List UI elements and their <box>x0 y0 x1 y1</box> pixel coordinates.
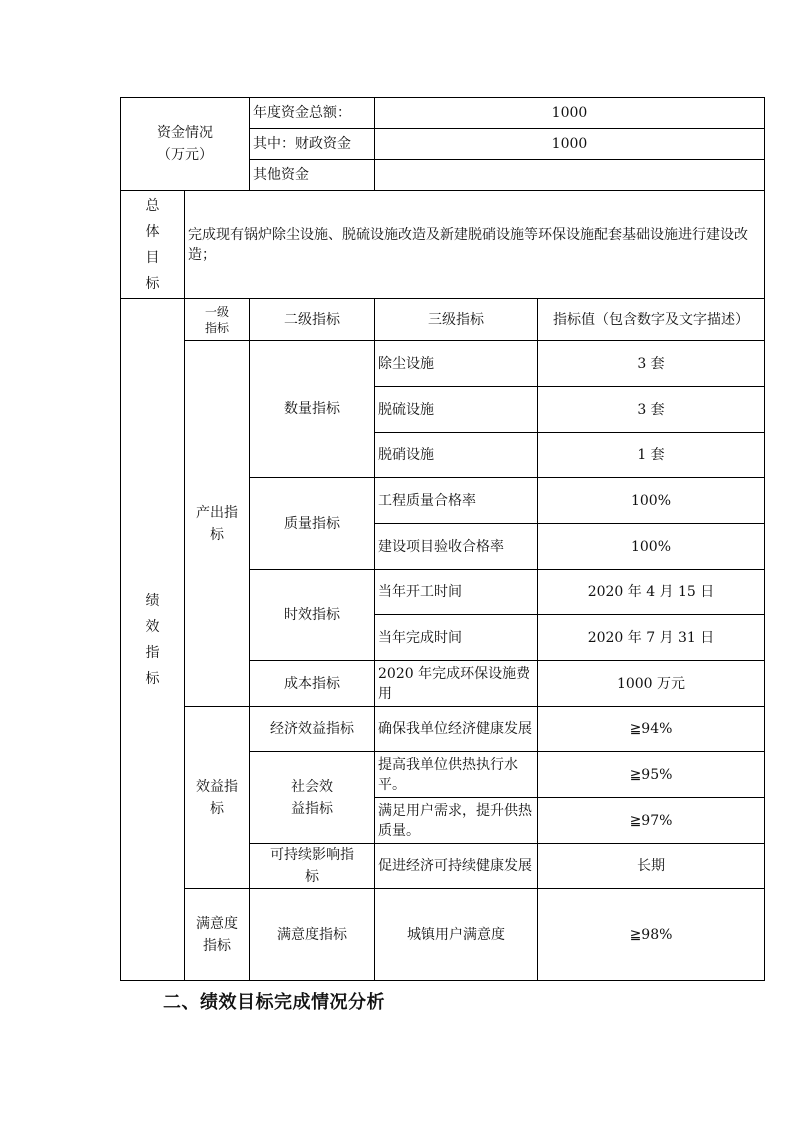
social-indicator-label: 社会效益指标 <box>250 752 375 844</box>
economic-item-value: ≧94% <box>538 707 765 752</box>
social-item-value: ≧97% <box>538 798 765 844</box>
timeliness-item-name: 当年开工时间 <box>375 570 538 615</box>
funds-other-value <box>375 160 765 191</box>
cost-indicator-label: 成本指标 <box>250 661 375 707</box>
quantity-item-name: 脱硫设施 <box>375 387 538 433</box>
quantity-indicator-label: 数量指标 <box>250 341 375 478</box>
economic-indicator-label: 经济效益指标 <box>250 707 375 752</box>
funds-other-label: 其他资金 <box>250 160 375 191</box>
quality-item-name: 建设项目验收合格率 <box>375 524 538 570</box>
social-item-name: 提高我单位供热执行水平。 <box>375 752 538 798</box>
benefit-indicator-label: 效益指标 <box>185 707 250 889</box>
funds-group-label: 资金情况（万元） <box>121 98 250 191</box>
quality-item-value: 100% <box>538 524 765 570</box>
social-item-name: 满足用户需求，提升供热质量。 <box>375 798 538 844</box>
quality-indicator-label: 质量指标 <box>250 478 375 570</box>
cost-item-name: 2020 年完成环保设施费用 <box>375 661 538 707</box>
quantity-item-value: 1 套 <box>538 433 765 478</box>
quality-item-name: 工程质量合格率 <box>375 478 538 524</box>
cost-item-value: 1000 万元 <box>538 661 765 707</box>
header-level1: 一级指标 <box>185 299 250 341</box>
header-value: 指标值（包含数字及文字描述） <box>538 299 765 341</box>
overall-goal-label: 总体目标 <box>121 191 185 299</box>
timeliness-item-value: 2020 年 4 月 15 日 <box>538 570 765 615</box>
overall-goal-text: 完成现有锅炉除尘设施、脱硫设施改造及新建脱硝设施等环保设施配套基础设施进行建设改造； <box>185 191 765 299</box>
performance-label: 绩效指标 <box>121 299 185 981</box>
funds-fiscal-value: 1000 <box>375 129 765 160</box>
quantity-item-value: 3 套 <box>538 341 765 387</box>
header-level3: 三级指标 <box>375 299 538 341</box>
sustainable-indicator-label: 可持续影响指标 <box>250 844 375 889</box>
satisfaction-item-value: ≧98% <box>538 889 765 981</box>
performance-goal-table <box>120 97 765 981</box>
timeliness-item-name: 当年完成时间 <box>375 615 538 661</box>
satisfaction-sub-label: 满意度指标 <box>250 889 375 981</box>
quality-item-value: 100% <box>538 478 765 524</box>
timeliness-indicator-label: 时效指标 <box>250 570 375 661</box>
social-item-value: ≧95% <box>538 752 765 798</box>
output-indicator-label: 产出指标 <box>185 341 250 707</box>
quantity-item-name: 除尘设施 <box>375 341 538 387</box>
sustainable-item-name: 促进经济可持续健康发展 <box>375 844 538 889</box>
funds-fiscal-label: 其中：财政资金 <box>250 129 375 160</box>
quantity-item-value: 3 套 <box>538 387 765 433</box>
funds-total-value: 1000 <box>375 98 765 129</box>
header-level2: 二级指标 <box>250 299 375 341</box>
section-heading: 二、绩效目标完成情况分析 <box>163 992 385 1013</box>
timeliness-item-value: 2020 年 7 月 31 日 <box>538 615 765 661</box>
sustainable-item-value: 长期 <box>538 844 765 889</box>
economic-item-name: 确保我单位经济健康发展 <box>375 707 538 752</box>
satisfaction-item-name: 城镇用户满意度 <box>375 889 538 981</box>
funds-total-label: 年度资金总额： <box>250 98 375 129</box>
quantity-item-name: 脱硝设施 <box>375 433 538 478</box>
satisfaction-indicator-label: 满意度指标 <box>185 889 250 981</box>
